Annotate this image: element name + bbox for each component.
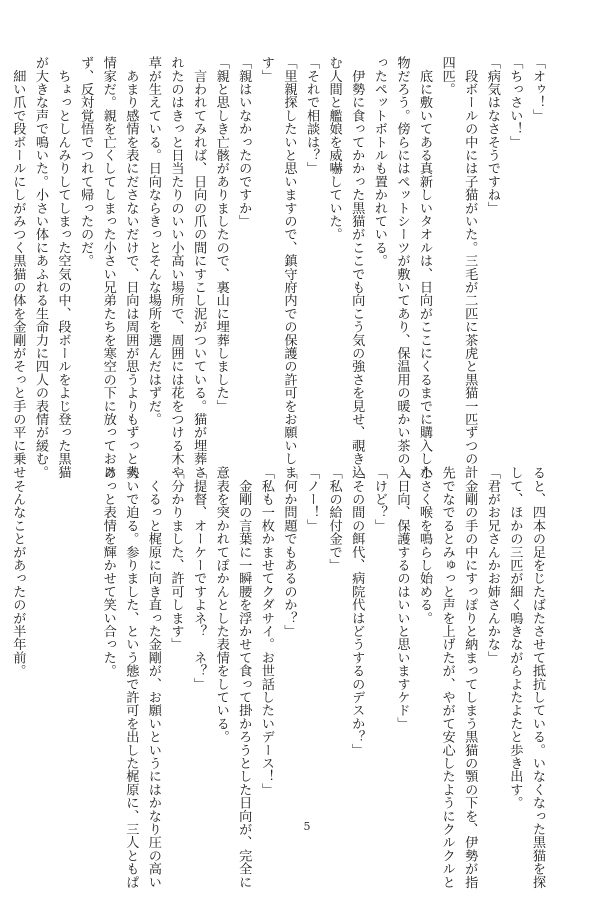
text-line: あまり感情を表にださないだけで、日向は周囲が思うよりもずっと人 <box>123 56 139 479</box>
text-line: 「里親探したいと思いますので、鎮守府内での保護の許可をお願いしま <box>281 56 297 479</box>
text-line: 「君がお兄さんかお姉さんかな」 <box>484 466 500 664</box>
text-line: 「ノー！」 <box>304 466 320 532</box>
text-line: 四匹。 <box>439 56 455 96</box>
text-line: 「日向、保護するのはいいと思いますケド」 <box>394 466 410 730</box>
text-line <box>28 466 51 684</box>
text-line: 金剛の言葉に一瞬腰を浮かせて食って掛かろうとした日向が、完全に <box>236 466 252 889</box>
text-line: 先でなでるとみゅっと声を上げたが、やがて安心したようにクルクルと <box>439 466 455 889</box>
text-line: が大きな声で鳴いた。小さい体にあふれる生命力に四人の表情が緩む。 <box>32 56 48 479</box>
text-line <box>74 466 97 684</box>
text-line: ちょっとしんみりしてしまった空気の中、段ボールをよじ登った黒猫 <box>55 56 71 479</box>
text-line: そんなことがあったのが半年前。 <box>10 466 26 678</box>
text-line: 「オゥ！」 <box>530 56 545 122</box>
text-line: 「私も一枚かませてクダサイ。お世話したいデース！」 <box>258 466 274 796</box>
text-line: 草が生えている。日向ならきっとそんな場所を選んだはずだ。 <box>145 56 161 426</box>
text-line: あっと表情を輝かせて笑い合った。 <box>100 466 116 678</box>
text-line: 「けど？」 <box>371 466 387 532</box>
text-line: 伊勢に食ってかかった黒猫がここでも向こう気の強さを見せ、覗き込 <box>349 56 365 479</box>
text-line: 小さく喉を鳴らし始める。 <box>417 466 433 625</box>
text-line: す」 <box>258 56 274 83</box>
lower-text-column <box>10 466 548 889</box>
text-line: れたのはきっと日当たりのいい小高い場所で、周囲には花をつける木や <box>168 56 184 479</box>
text-line: 段ボールの中には子猫がいた。三毛が二匹に茶虎と黒猫一匹ずつの計 <box>462 56 478 479</box>
text-line: 「提督、オーケーですよネ？ ネ？」 <box>191 466 207 691</box>
text-line <box>51 466 74 684</box>
text-line: 言われてみれば、日向の爪の間にすこし泥がついている。猫が埋葬さ <box>191 56 207 479</box>
text-line: 「何か問題でもあるのか？」 <box>281 466 297 638</box>
text-line: 「分かりました、許可します」 <box>168 466 184 651</box>
text-line: して、ほかの三匹が細く鳴きながらよたよたと歩き出す。 <box>507 466 523 810</box>
text-line: ると、四本の足をじたばたさせて抵抗している。いなくなった黒猫を探 <box>530 466 545 889</box>
text-line: 「それで相談は？」 <box>304 56 320 175</box>
page-number: 5 <box>303 820 311 833</box>
upper-text-column <box>10 56 548 479</box>
text-line: 「病気はなさそうですね」 <box>484 56 500 215</box>
text-line: くるっと梶原に向き直った金剛が、お願いというにはかなり圧の高い <box>145 466 161 889</box>
text-line: ず、反対覚悟でつれて帰ったのだ。 <box>78 56 94 268</box>
text-line: 「その間の餌代、病院代はどうするのデスか？」 <box>349 466 365 757</box>
text-line: 物だろう。傍らにはペットシーツが敷いてあり、保温用の暖かい茶の入 <box>394 56 410 479</box>
text-line: 「親はいなかったのですか」 <box>236 56 252 228</box>
text-line: 「私の給付金で」 <box>326 466 342 572</box>
text-line: 底に敷いてある真新しいタオルは、日向がここにくるまでに購入した <box>417 56 433 479</box>
text-line: 細い爪で段ボールにしがみつく黒猫の体を金剛がそっと手の平に乗せ <box>10 56 26 479</box>
text-line: 「ちっさい！」 <box>507 56 523 149</box>
text-line: 情家だ。親を亡くしてしまった小さい兄弟たちを寒空の下に放っておけ <box>100 56 116 479</box>
text-line: 「親と思しき亡骸がありましたので、裏山に埋葬しました」 <box>213 56 229 413</box>
text-line: む人間と艦娘を威嚇していた。 <box>326 56 342 241</box>
text-line: 金剛の手の中にすっぽりと納まってしまう黒猫の顎の下を、伊勢が指 <box>462 466 478 889</box>
text-line: 意表を突かれてぽかんとした表情をしている。 <box>213 466 229 744</box>
text-line: ったペットボトルも置かれている。 <box>371 56 387 268</box>
text-line: 勢いで迫る。参りました、という態で許可を出した梶原に、三人ともぱ <box>123 466 139 889</box>
